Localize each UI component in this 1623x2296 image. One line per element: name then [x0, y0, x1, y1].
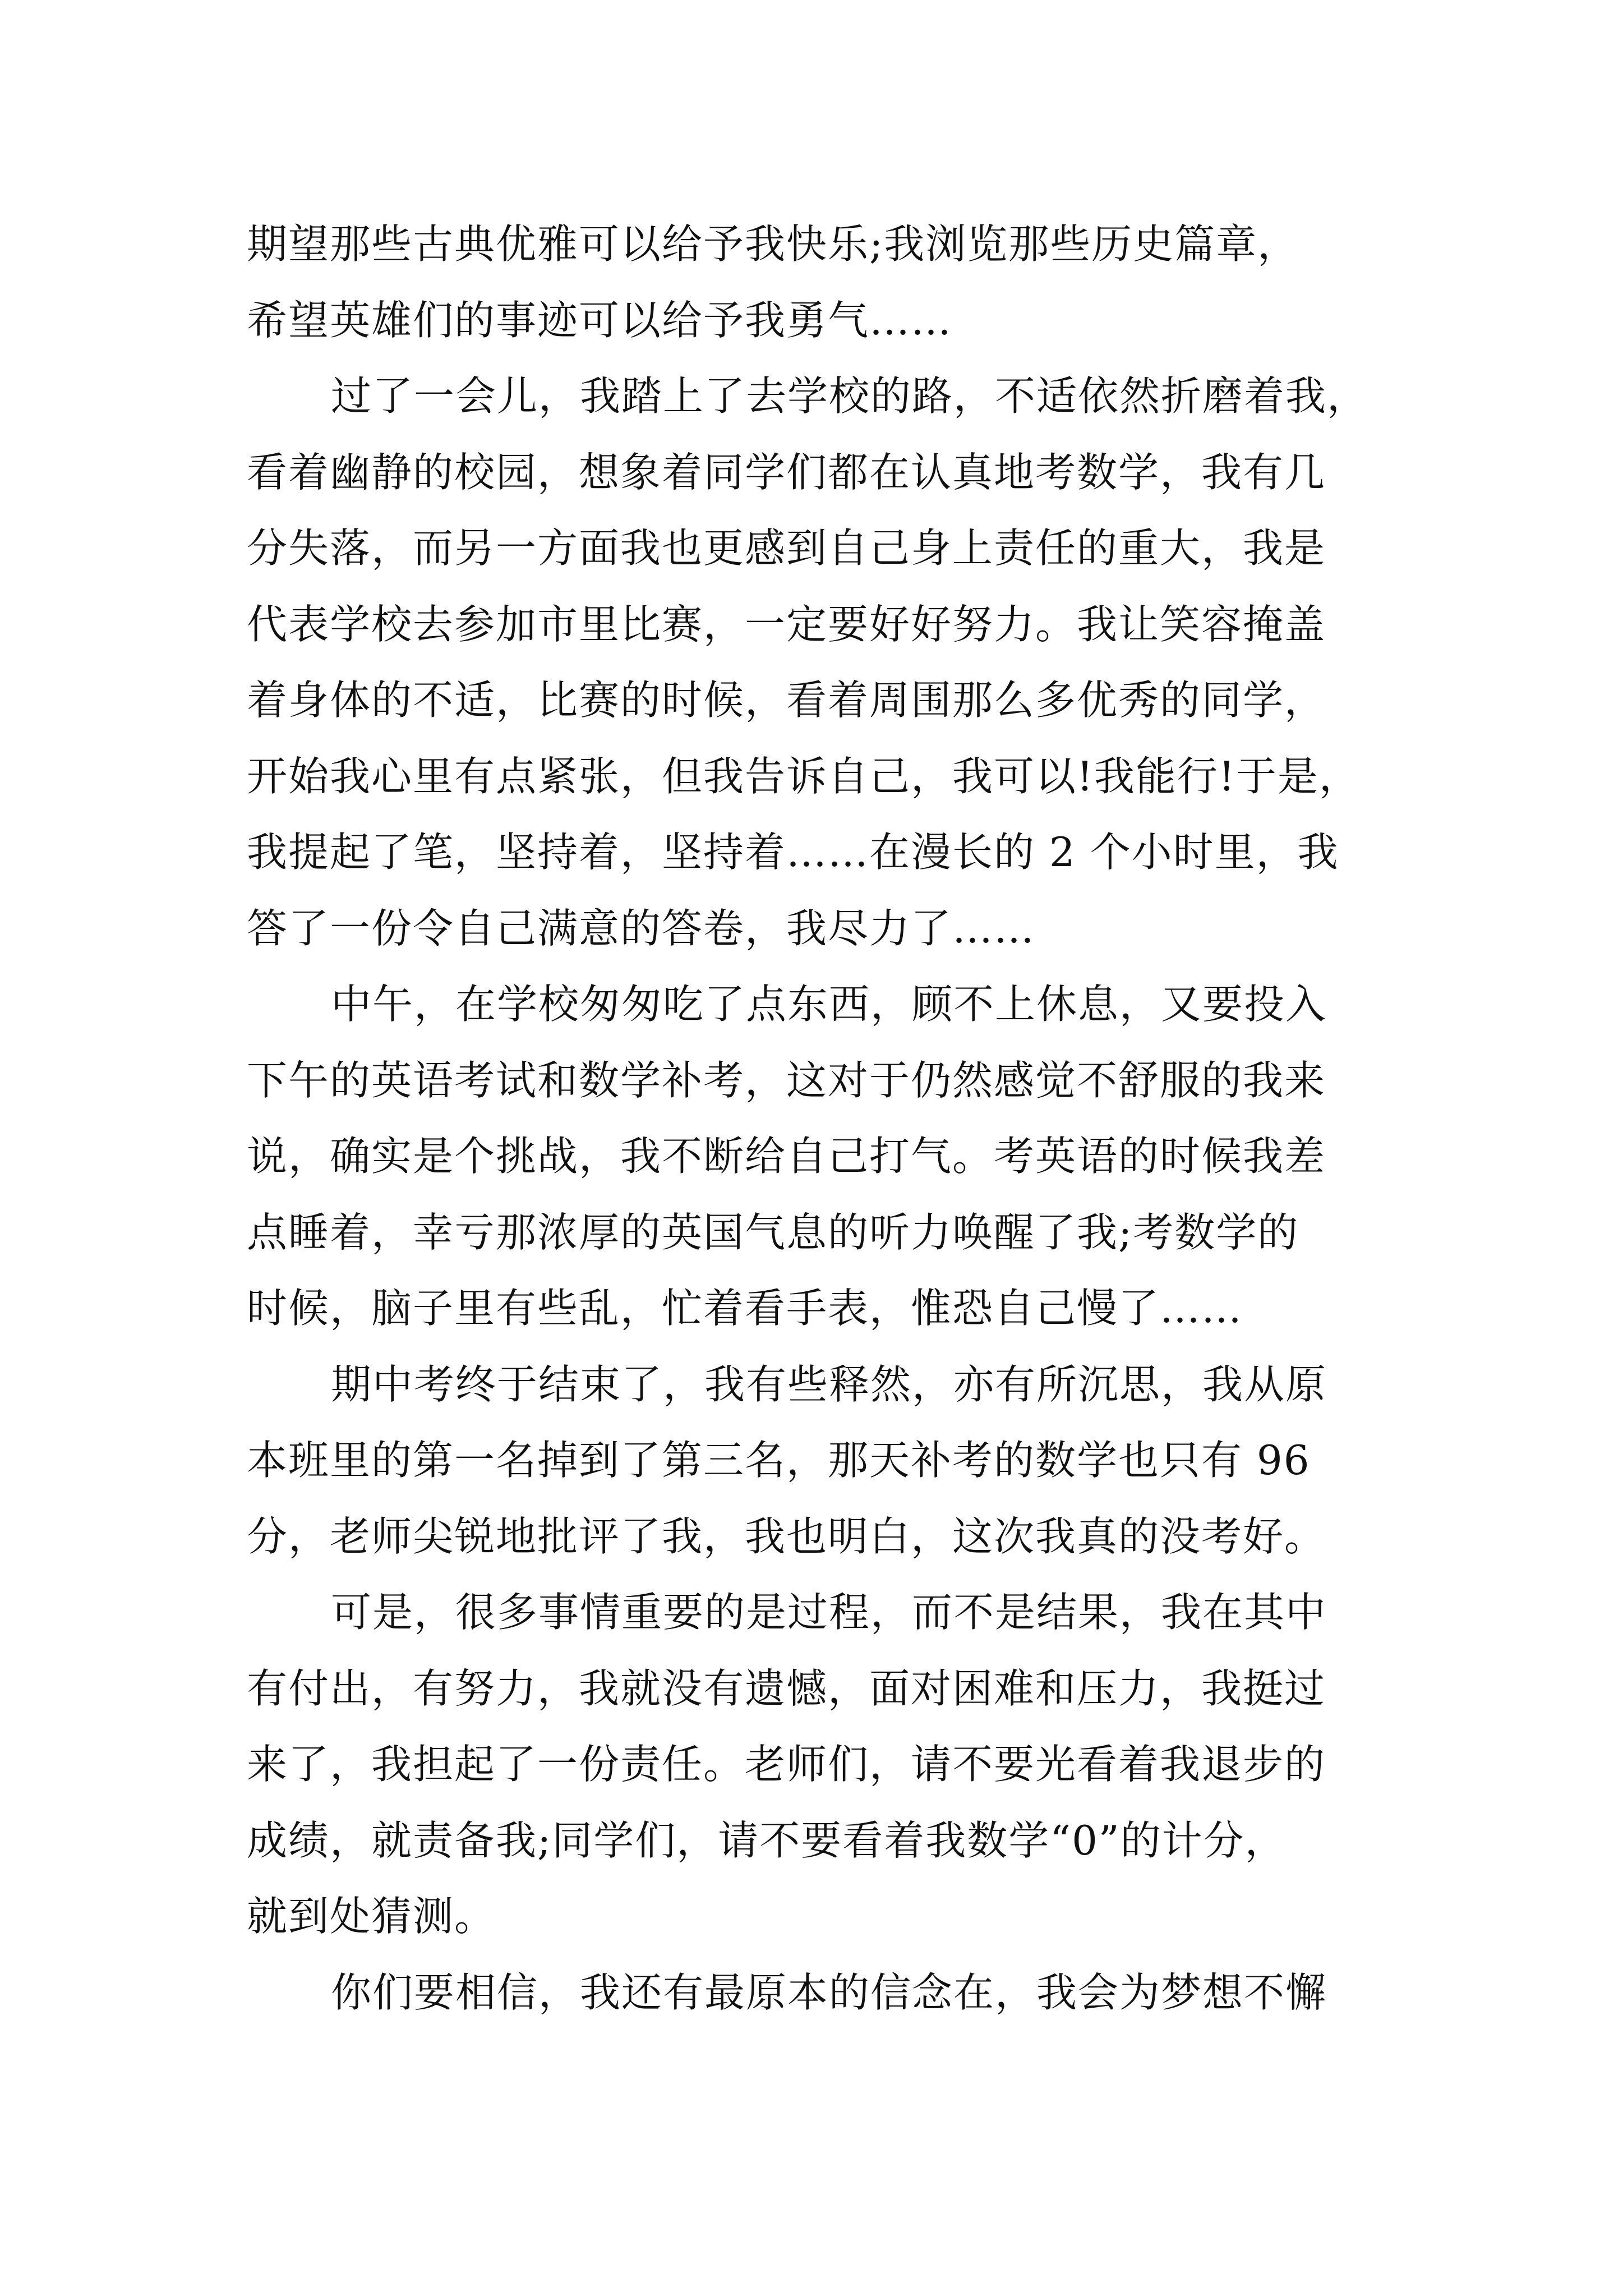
text-line: 就到处猜测。 [247, 1893, 496, 1940]
text-line: 分失落，而另一方面我也更感到自己身上责任的重大，我是 [247, 524, 1326, 572]
text-line: 代表学校去参加市里比赛，一定要好好努力。我让笑容掩盖 [247, 600, 1326, 648]
text-line: 你们要相信，我还有最原本的信念在，我会为梦想不懈 [331, 1968, 1327, 2016]
text-line: 来了，我担起了一份责任。老师们，请不要光看着我退步的 [247, 1741, 1326, 1788]
text-line: 说，确实是个挑战，我不断给自己打气。考英语的时候我差 [247, 1133, 1326, 1180]
text-line: 期中考终于结束了，我有些释然，亦有所沉思，我从原 [331, 1360, 1327, 1408]
text-line: 中午，在学校匆匆吃了点东西，顾不上休息，又要投入 [331, 981, 1327, 1028]
text-line: 着身体的不适，比赛的时候，看着周围那么多优秀的同学， [247, 677, 1326, 724]
text-line: 期望那些古典优雅可以给予我快乐;我浏览那些历史篇章， [247, 220, 1299, 268]
text-line: 下午的英语考试和数学补考，这对于仍然感觉不舒服的我来 [247, 1056, 1326, 1104]
text-line: 我提起了笔，坚持着，坚持着……在漫长的 2 个小时里，我 [247, 829, 1339, 876]
text-line: 开始我心里有点紧张，但我告诉自己，我可以!我能行!于是， [247, 752, 1361, 800]
text-line: 希望英雄们的事迹可以给予我勇气…… [247, 296, 953, 344]
text-line: 有付出，有努力，我就没有遗憾，面对困难和压力，我挺过 [247, 1664, 1326, 1712]
text-line: 看着幽静的校园，想象着同学们都在认真地考数学，我有几 [247, 448, 1326, 496]
text-line: 本班里的第一名掉到了第三名，那天补考的数学也只有 96 [247, 1437, 1311, 1484]
text-line: 可是，很多事情重要的是过程，而不是结果，我在其中 [331, 1589, 1327, 1636]
text-line: 分，老师尖锐地批评了我，我也明白，这次我真的没考好。 [247, 1512, 1326, 1560]
body-text [247, 206, 1391, 2031]
text-line: 过了一会儿，我踏上了去学校的路，不适依然折磨着我， [331, 372, 1369, 420]
text-line: 成绩，就责备我;同学们，请不要看着我数学“0”的计分， [247, 1816, 1287, 1864]
text-line: 时候，脑子里有些乱，忙着看手表，惟恐自己慢了…… [247, 1285, 1243, 1332]
text-line: 答了一份令自己满意的答卷，我尽力了…… [247, 904, 1036, 952]
text-line: 点睡着，幸亏那浓厚的英国气息的听力唤醒了我;考数学的 [247, 1208, 1299, 1256]
